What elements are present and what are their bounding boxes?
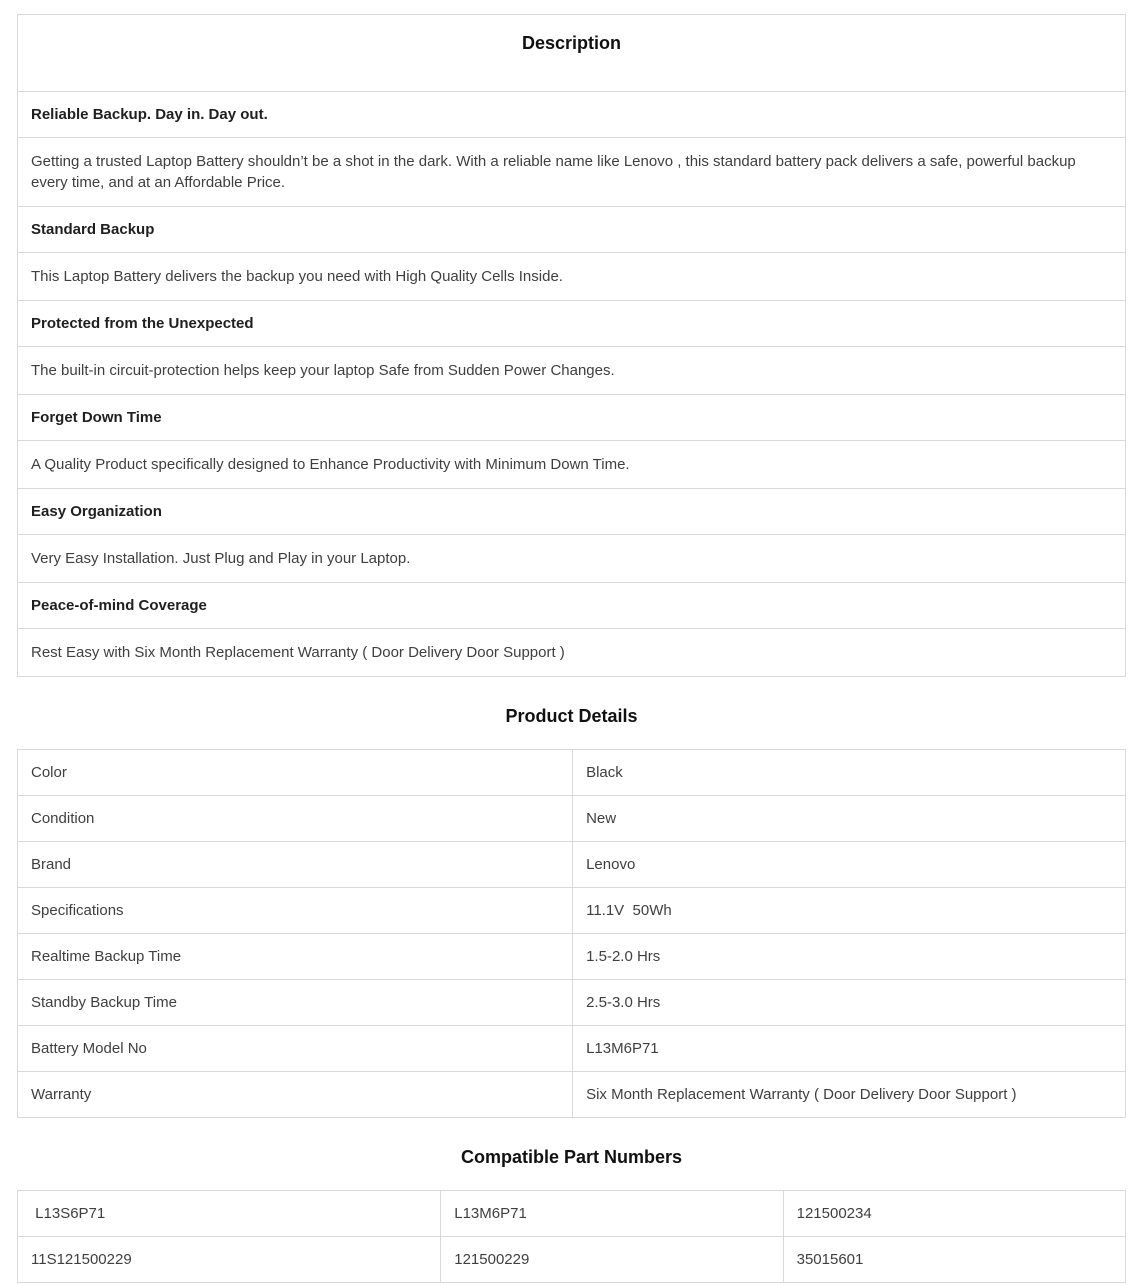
table-row <box>18 980 1126 1026</box>
table-row <box>18 1026 1126 1072</box>
description-table <box>17 14 1126 677</box>
spec-value: Six Month Replacement Warranty ( Door Delivery Door Support ) <box>573 1072 1126 1118</box>
compatible-part-numbers-table <box>17 1190 1126 1283</box>
spec-label: Realtime Backup Time <box>18 934 573 980</box>
part-number-cell: L13S6P71 <box>18 1191 441 1237</box>
table-row <box>18 15 1126 92</box>
spec-value: 11.1V 50Wh <box>573 888 1126 934</box>
table-row <box>18 138 1126 207</box>
spec-label: Color <box>18 750 573 796</box>
spec-value: 2.5-3.0 Hrs <box>573 980 1126 1026</box>
description-row-heading: Peace-of-mind Coverage <box>18 583 1126 629</box>
table-row <box>18 750 1126 796</box>
description-row-body: Getting a trusted Laptop Battery shouldn’t be a shot in the dark. With a reliable name like Lenovo , this standard battery pack delivers a safe, powerful backup every time, and at an Affordable Price. <box>18 138 1126 207</box>
part-number-cell: 121500229 <box>441 1237 783 1283</box>
spec-value: L13M6P71 <box>573 1026 1126 1072</box>
table-row <box>18 441 1126 489</box>
description-row-body: Rest Easy with Six Month Replacement Warranty ( Door Delivery Door Support ) <box>18 629 1126 677</box>
description-row-heading: Easy Organization <box>18 489 1126 535</box>
table-row <box>18 347 1126 395</box>
spec-value: Lenovo <box>573 842 1126 888</box>
table-row <box>18 489 1126 535</box>
table-row <box>18 1191 1126 1237</box>
part-number-cell: 11S121500229 <box>18 1237 441 1283</box>
description-row-heading: Standard Backup <box>18 207 1126 253</box>
description-title: Description <box>18 15 1126 92</box>
spec-label: Warranty <box>18 1072 573 1118</box>
part-number-cell: 121500234 <box>783 1191 1125 1237</box>
table-row <box>18 535 1126 583</box>
description-row-body: A Quality Product specifically designed to Enhance Productivity with Minimum Down Time. <box>18 441 1126 489</box>
spec-label: Battery Model No <box>18 1026 573 1072</box>
table-row <box>18 934 1126 980</box>
spec-label: Condition <box>18 796 573 842</box>
part-number-cell: L13M6P71 <box>441 1191 783 1237</box>
product-details-table <box>17 749 1126 1118</box>
spec-label: Brand <box>18 842 573 888</box>
table-row <box>18 796 1126 842</box>
table-row <box>18 207 1126 253</box>
table-row <box>18 92 1126 138</box>
table-row <box>18 395 1126 441</box>
spec-value: Black <box>573 750 1126 796</box>
table-row <box>18 1072 1126 1118</box>
table-row <box>18 842 1126 888</box>
table-row <box>18 888 1126 934</box>
table-row <box>18 253 1126 301</box>
spec-label: Specifications <box>18 888 573 934</box>
description-row-heading: Forget Down Time <box>18 395 1126 441</box>
spec-value: New <box>573 796 1126 842</box>
product-details-title: Product Details <box>505 706 638 726</box>
description-row-body: Very Easy Installation. Just Plug and Play in your Laptop. <box>18 535 1126 583</box>
table-row <box>18 629 1126 677</box>
table-row <box>18 301 1126 347</box>
table-row <box>18 583 1126 629</box>
table-row <box>18 1237 1126 1283</box>
description-row-heading: Reliable Backup. Day in. Day out. <box>18 92 1126 138</box>
part-number-cell: 35015601 <box>783 1237 1125 1283</box>
description-row-body: The built-in circuit-protection helps keep your laptop Safe from Sudden Power Changes. <box>18 347 1126 395</box>
compatible-part-numbers-title: Compatible Part Numbers <box>460 1147 683 1167</box>
spec-value: 1.5-2.0 Hrs <box>573 934 1126 980</box>
description-row-body: This Laptop Battery delivers the backup you need with High Quality Cells Inside. <box>18 253 1126 301</box>
description-row-heading: Protected from the Unexpected <box>18 301 1126 347</box>
spec-label: Standby Backup Time <box>18 980 573 1026</box>
